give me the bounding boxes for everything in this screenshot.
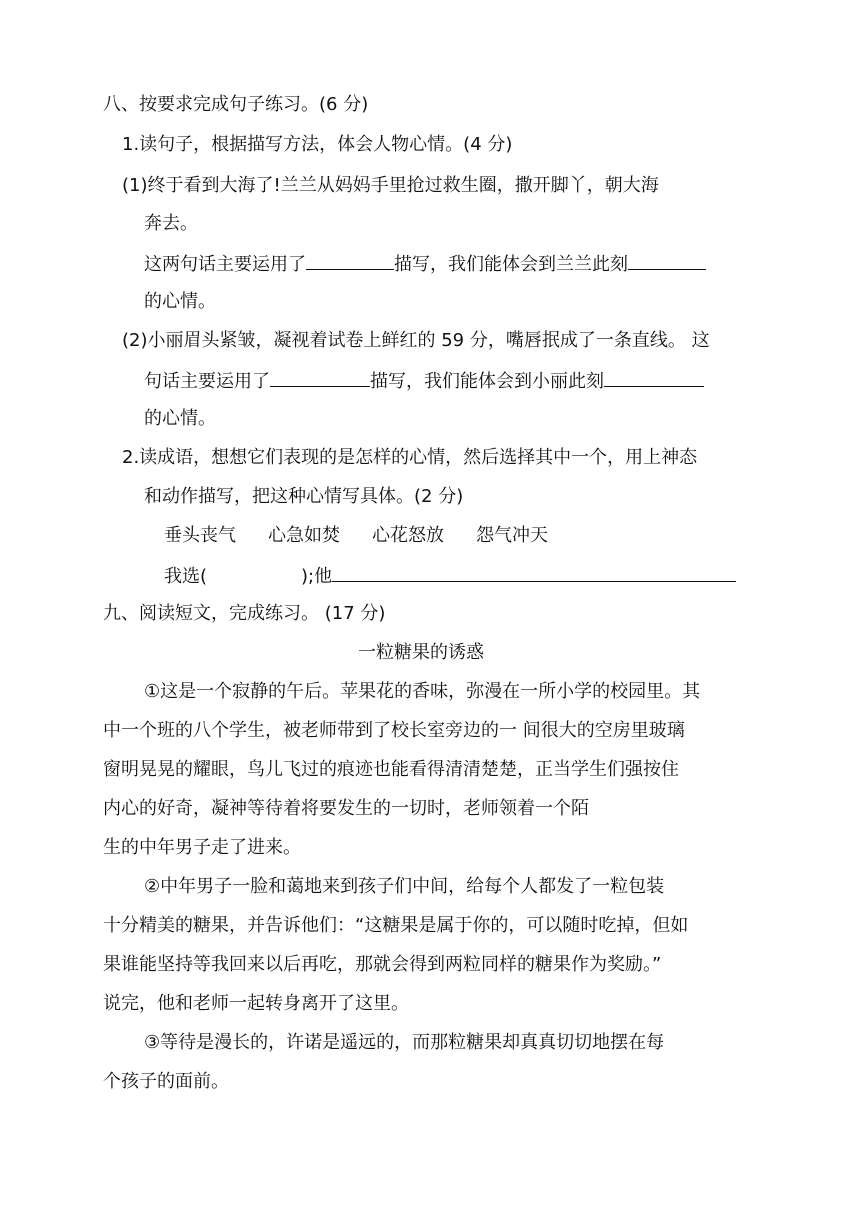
answer-blank-method[interactable] (306, 251, 394, 270)
choice-line (164, 563, 736, 589)
q1-2-prompt-b: 描写，我们能体会到小丽此刻 (370, 371, 604, 392)
choice-prompt-b: );他 (301, 566, 333, 587)
section-9-heading: 九、阅读短文，完成练习。 (17 分) (103, 603, 386, 624)
question-2-line1: 2.读成语，想想它们表现的是怎样的心情，然后选择其中一个，用上神态 (122, 447, 698, 468)
q1-2-prompt-a: 句话主要运用了 (144, 371, 270, 392)
section-8-heading: 八、按要求完成句子练习。(6 分) (103, 94, 369, 115)
q1-1-line4: 的心情。 (144, 291, 216, 312)
q1-2-line1: (2)小丽眉头紧皱，凝视着试卷上鲜红的 59 分，嘴唇抿成了一条直线。 这 (122, 330, 710, 351)
paragraph-1-line: 生的中年男子走了进来。 (103, 837, 301, 858)
answer-blank-mood-2[interactable] (604, 368, 704, 387)
paragraph-2-line: ②中年男子一脸和蔼地来到孩子们中间，给每个人都发了一粒包装 (144, 876, 665, 897)
q1-1-line1: (1)终于看到大海了!兰兰从妈妈手里抢过救生圈，撒开脚丫，朝大海 (122, 175, 659, 196)
q1-1-prompt-a: 这两句话主要运用了 (144, 254, 306, 275)
idiom-item: 怨气冲天 (476, 525, 548, 546)
paragraph-3-line: 个孩子的面前。 (103, 1071, 229, 1092)
answer-blank-mood[interactable] (628, 251, 706, 270)
paragraph-2-line: 十分精美的糖果，并告诉他们：“这糖果是属于你的，可以随时吃掉，但如 (103, 915, 689, 936)
answer-blank-description[interactable] (332, 563, 736, 582)
choice-prompt-a: 我选( (164, 566, 208, 587)
paragraph-1-line: ①这是一个寂静的午后。苹果花的香味，弥漫在一所小学的校园里。其 (144, 681, 701, 702)
q1-2-line3: 的心情。 (144, 408, 216, 429)
q1-1-line2: 奔去。 (144, 213, 198, 234)
idiom-list (164, 524, 548, 548)
paragraph-2-line: 果谁能坚持等我回来以后再吃，那就会得到两粒同样的糖果作为奖励。” (103, 954, 662, 975)
passage-title: 一粒糖果的诱惑 (358, 642, 484, 663)
paragraph-2-line: 说完，他和老师一起转身离开了这里。 (103, 993, 409, 1014)
paragraph-1-line: 窗明晃晃的耀眼，鸟儿飞过的痕迹也能看得清清楚楚，正当学生们强按住 (103, 759, 679, 780)
question-1-label: 1.读句子，根据描写方法，体会人物心情。(4 分) (122, 134, 513, 155)
question-2-line2: 和动作描写，把这种心情写具体。(2 分) (144, 486, 464, 507)
idiom-item: 垂头丧气 (164, 525, 236, 546)
answer-blank-method-2[interactable] (270, 368, 370, 387)
q1-1-prompt-b: 描写，我们能体会到兰兰此刻 (394, 254, 628, 275)
idiom-item: 心急如焚 (268, 525, 340, 546)
paragraph-3-line: ③等待是漫长的，许诺是遥远的，而那粒糖果却真真切切地摆在每 (144, 1032, 665, 1053)
paragraph-1-line: 内心的好奇，凝神等待着将要发生的一切时，老师领着一个陌 (103, 798, 589, 819)
idiom-item: 心花怒放 (372, 525, 444, 546)
q1-2-line2 (144, 368, 704, 394)
paragraph-1-line: 中一个班的八个学生，被老师带到了校长室旁边的一 间很大的空房里玻璃 (103, 720, 685, 741)
q1-1-line3 (144, 251, 706, 277)
